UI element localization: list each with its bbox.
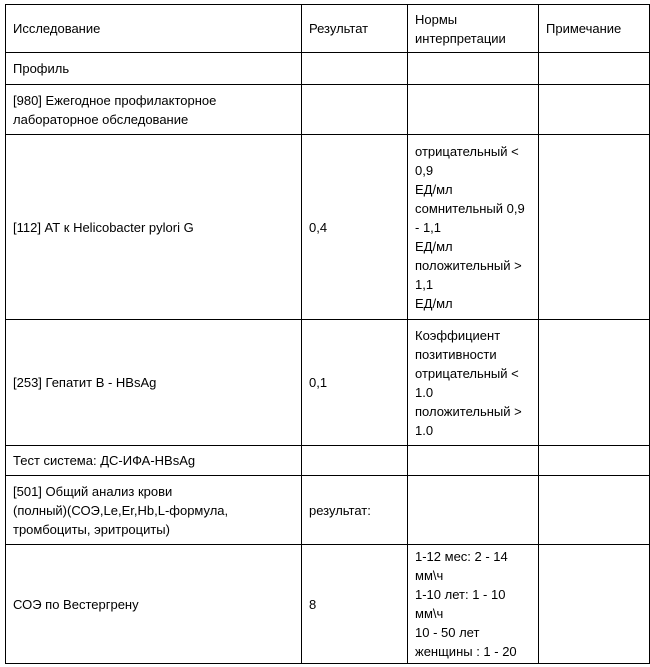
cell-note (539, 135, 650, 320)
cell-note (539, 53, 650, 85)
header-norms-line: интерпретации (415, 30, 506, 46)
cell-norms (408, 135, 539, 320)
norm-line: мм\ч (415, 606, 444, 621)
norm-line: ЕД/мл (415, 295, 453, 311)
cell-note (539, 545, 650, 664)
header-norms-line: Нормы (415, 11, 458, 27)
table-row-helicobacter (6, 135, 650, 320)
norm-line: позитивности (415, 346, 497, 362)
cell-note (539, 476, 650, 545)
cell-study (6, 85, 302, 135)
cell-norms (408, 476, 539, 545)
cell-study: [112] АТ к Helicobacter pylori G (6, 135, 302, 320)
cell-study-line: тромбоциты, эритроциты) (13, 521, 170, 537)
norm-line: 0,9 (415, 162, 434, 178)
norm-line: 10 - 50 лет (415, 625, 480, 640)
table-row-annual (6, 85, 650, 135)
table-row-profile (6, 53, 650, 85)
norm-line: отрицательный < (415, 365, 519, 381)
norm-line: Коэффициент (415, 327, 501, 343)
table-row-blood (6, 476, 650, 545)
norm-line: мм\ч (415, 568, 444, 583)
norm-line: женщины : 1 - 20 (415, 644, 517, 659)
norm-line: положительный > (415, 403, 522, 419)
norm-line: ЕД/мл (415, 238, 453, 254)
cell-note (539, 446, 650, 476)
cell-result: 8 (302, 545, 408, 664)
cell-study: Профиль (6, 53, 302, 85)
table-row-test-system (6, 446, 650, 476)
cell-study: Тест система: ДС-ИФА-HBsAg (6, 446, 302, 476)
header-norms (408, 5, 539, 53)
cell-result (302, 53, 408, 85)
cell-result: 0,1 (302, 320, 408, 446)
norm-line: отрицательный < (415, 143, 519, 159)
norm-line: 1-12 мес: 2 - 14 (415, 549, 508, 564)
cell-study: [253] Гепатит В - HBsAg (6, 320, 302, 446)
cell-norms (408, 85, 539, 135)
cell-norms (408, 320, 539, 446)
table-header-row (6, 5, 650, 53)
header-result: Результат (302, 5, 408, 53)
cell-study-line: [980] Ежегодное профилакторное (13, 92, 217, 108)
norm-line: 1,1 (415, 276, 434, 292)
norm-line: ЕД/мл (415, 181, 453, 197)
table-row-hepatitis (6, 320, 650, 446)
norm-line: 1-10 лет: 1 - 10 (415, 587, 506, 602)
norm-line: положительный > (415, 257, 522, 273)
norm-line: - 1,1 (415, 219, 442, 235)
norm-line: 1.0 (415, 384, 434, 400)
cell-norms (408, 446, 539, 476)
cell-study: СОЭ по Вестергрену (6, 545, 302, 664)
cell-study-line: [501] Общий анализ крови (13, 483, 173, 499)
cell-study (6, 476, 302, 545)
header-study: Исследование (6, 5, 302, 53)
cell-norms (408, 545, 539, 664)
cell-result (302, 85, 408, 135)
cell-study-line: (полный)(СОЭ,Le,Er,Hb,L-формула, (13, 502, 229, 518)
norm-line: 1.0 (415, 422, 434, 438)
cell-result (302, 446, 408, 476)
cell-note (539, 85, 650, 135)
cell-result: результат: (302, 476, 408, 545)
cell-norms (408, 53, 539, 85)
cell-note (539, 320, 650, 446)
norm-line: сомнительный 0,9 (415, 200, 525, 216)
lab-results-table (5, 4, 650, 664)
cell-result: 0,4 (302, 135, 408, 320)
table-row-esr (6, 545, 650, 664)
cell-study-line: лабораторное обследование (13, 111, 189, 127)
header-note: Примечание (539, 5, 650, 53)
